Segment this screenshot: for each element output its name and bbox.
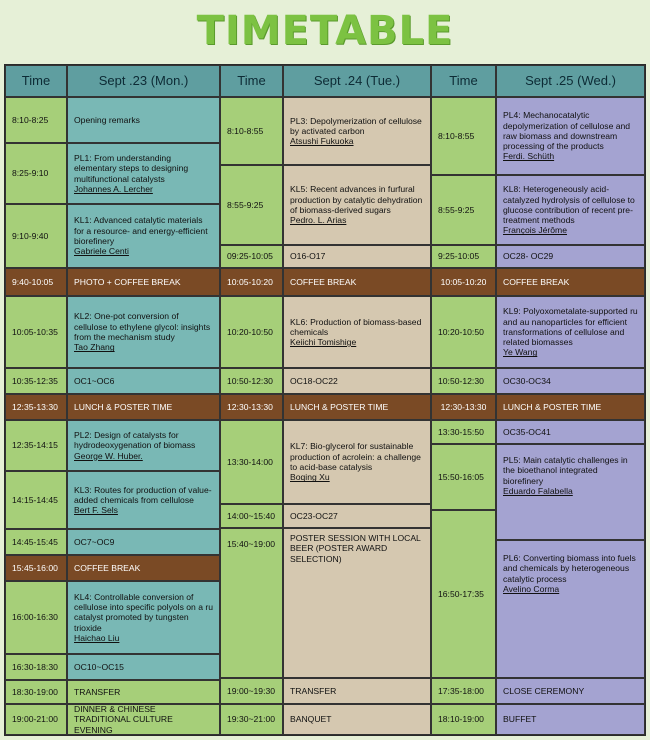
wed-time-3: 10:05-10:20	[431, 268, 496, 296]
mon-time-3: 9:40-10:05	[5, 268, 67, 296]
mon-event-0-title: Opening remarks	[74, 114, 140, 125]
header-time-mon: Time	[5, 65, 67, 97]
tue-time-8: 14:00~15:40	[220, 504, 283, 528]
mon-event-8	[67, 471, 220, 529]
wed-event-9-speaker: Avelino Corma	[503, 583, 560, 594]
wed-event-9	[496, 540, 645, 678]
wed-event-2-title: OC28- OC29	[503, 251, 554, 262]
wed-time-10: 17:35-18:00	[431, 678, 496, 704]
tue-time-3: 10:05-10:20	[220, 268, 283, 296]
mon-break-photo-coffee: PHOTO + COFFEE BREAK	[67, 268, 220, 296]
wed-event-5	[496, 368, 645, 394]
mon-event-8-speaker: Bert F. Sels	[74, 505, 118, 516]
tue-break-coffee: COFFEE BREAK	[283, 268, 431, 296]
tue-event-7-speaker: Boqing Xu	[290, 472, 330, 483]
page-title: TIMETABLE	[196, 8, 454, 54]
tue-time-1: 8:55-9:25	[220, 165, 283, 245]
wed-time-0: 8:10-8:55	[431, 97, 496, 175]
wed-time-2: 9:25-10:05	[431, 245, 496, 268]
mon-time-0: 8:10-8:25	[5, 97, 67, 143]
mon-event-4-title: KL2: One-pot conversion of cellulose to ethylene glycol: insights from the mechanism study	[74, 311, 211, 342]
mon-event-2-title: KL1: Advanced catalytic materials for a resource- and energy-efficient biorefinery	[74, 215, 208, 246]
tue-event-8	[283, 504, 431, 528]
wed-event-1-speaker: François Jérôme	[503, 225, 567, 236]
mon-time-1: 8:25-9:10	[5, 143, 67, 204]
tue-event-4-title: KL6: Production of biomass-based chemicals	[290, 316, 422, 337]
tue-event-1-title: KL5: Recent advances in furfural production by catalytic dehydration of biomass-derived sugars	[290, 184, 423, 215]
tue-event-11	[283, 704, 431, 735]
mon-event-0	[67, 97, 220, 143]
wed-event-0	[496, 97, 645, 175]
wed-event-2	[496, 245, 645, 268]
tue-time-5: 10:50-12:30	[220, 368, 283, 394]
tue-event-10-title: TRANSFER	[290, 685, 337, 696]
mon-event-12-title: OC10~OC15	[74, 661, 124, 672]
mon-event-1-speaker: Johannes A. Lercher	[74, 183, 153, 194]
mon-event-2	[67, 204, 220, 268]
mon-time-10: 15:45-16:00	[5, 555, 67, 581]
mon-event-5	[67, 368, 220, 394]
tue-break-lunch: LUNCH & POSTER TIME	[283, 394, 431, 420]
tue-event-7	[283, 420, 431, 504]
wed-event-11-title: BUFFET	[503, 714, 537, 725]
wed-event-9-title: PL6: Converting biomass into fuels and chemicals by heterogeneous catalytic process	[503, 553, 636, 584]
wed-time-9: 16:50-17:35	[431, 510, 496, 678]
mon-event-9-title: OC7~OC9	[74, 536, 115, 547]
mon-time-5: 10:35-12:35	[5, 368, 67, 394]
tue-event-0-title: PL3: Depolymerization of cellulose by activated carbon	[290, 115, 422, 136]
wed-time-5: 10:50-12:30	[431, 368, 496, 394]
mon-time-2: 9:10-9:40	[5, 204, 67, 268]
wed-event-0-speaker: Ferdi. Schüth	[503, 151, 555, 162]
wed-event-1-title: KL8: Heterogeneously acid-catalyzed hydrolysis of cellulose to glucose contribution of recent pre-treatment methods	[503, 184, 635, 226]
wed-event-8-title: PL5: Main catalytic challenges in the bioethanol integrated biorefinery	[503, 455, 628, 486]
mon-break-coffee: COFFEE BREAK	[67, 555, 220, 581]
tue-time-6: 12:30-13:30	[220, 394, 283, 420]
mon-event-7-speaker: George W. Huber.	[74, 450, 143, 461]
mon-time-9: 14:45-15:45	[5, 529, 67, 555]
tue-event-5	[283, 368, 431, 394]
mon-event-5-title: OC1~OC6	[74, 375, 115, 386]
mon-time-6: 12:35-13:30	[5, 394, 67, 420]
tue-event-0	[283, 97, 431, 165]
wed-event-4-title: KL9: Polyoxometalate-supported ru and au nanoparticles for efficient transformations of cellulose and related biomasses	[503, 306, 638, 348]
wed-event-4-speaker: Ye Wang	[503, 347, 538, 358]
tue-event-9	[283, 528, 431, 678]
wed-time-1: 8:55-9:25	[431, 175, 496, 245]
wed-time-7: 13:30-15:50	[431, 420, 496, 444]
tue-time-11: 19:30~21:00	[220, 704, 283, 735]
wed-event-10	[496, 678, 645, 704]
tue-time-9: 15:40~19:00	[220, 528, 283, 678]
mon-time-11: 16:00-16:30	[5, 581, 67, 654]
tue-event-7-title: KL7: Bio-glycerol for sustainable production of acrolein: a challenge to acid-base catalysis	[290, 441, 421, 472]
mon-time-7: 12:35-14:15	[5, 420, 67, 471]
tue-event-5-title: OC18-OC22	[290, 375, 338, 386]
tue-event-2	[283, 245, 431, 268]
header-time-tue: Time	[220, 65, 283, 97]
tue-event-8-title: OC23-OC27	[290, 510, 338, 521]
wed-break-coffee: COFFEE BREAK	[496, 268, 645, 296]
wed-time-4: 10:20-10:50	[431, 296, 496, 368]
mon-event-11	[67, 581, 220, 654]
tue-event-9-title: POSTER SESSION WITH LOCAL BEER (POSTER AWARD SELECTION)	[290, 533, 421, 564]
mon-event-11-speaker: Haichao Liu	[74, 632, 120, 643]
mon-event-14	[67, 704, 220, 735]
mon-time-4: 10:05-10:35	[5, 296, 67, 368]
wed-event-10-title: CLOSE CEREMONY	[503, 685, 585, 696]
mon-event-2-speaker: Gabriele Centi	[74, 246, 129, 257]
mon-time-14: 19:00-21:00	[5, 704, 67, 735]
tue-event-4-speaker: Keiichi Tomishige	[290, 337, 357, 348]
mon-break-lunch: LUNCH & POSTER TIME	[67, 394, 220, 420]
tue-event-1	[283, 165, 431, 245]
wed-event-1	[496, 175, 645, 245]
wed-event-8	[496, 444, 645, 540]
mon-event-1-title: PL1: From understanding elementary steps to designing multifunctional catalysts	[74, 152, 189, 184]
wed-event-0-title: PL4: Mechanocatalytic depolymerization of cellulose and raw biomass and downstream processing of the products	[503, 110, 631, 152]
wed-event-8-speaker: Eduardo Falabella	[503, 485, 573, 496]
tue-event-10	[283, 678, 431, 704]
mon-event-12	[67, 654, 220, 680]
mon-event-13-title: TRANSFER	[74, 686, 121, 697]
mon-time-13: 18:30-19:00	[5, 680, 67, 704]
wed-event-5-title: OC30-OC34	[503, 375, 551, 386]
wed-time-11: 18:10-19:00	[431, 704, 496, 735]
mon-event-13	[67, 680, 220, 704]
tue-time-0: 8:10-8:55	[220, 97, 283, 165]
mon-event-7-title: PL2: Design of catalysts for hydrodeoxygenation of biomass	[74, 430, 196, 451]
mon-event-9	[67, 529, 220, 555]
tue-time-7: 13:30-14:00	[220, 420, 283, 504]
wed-time-8: 15:50-16:05	[431, 444, 496, 510]
wed-event-4	[496, 296, 645, 368]
mon-time-12: 16:30-18:30	[5, 654, 67, 680]
mon-event-4-speaker: Tao Zhang	[74, 342, 115, 353]
tue-event-2-title: O16-O17	[290, 251, 326, 262]
wed-event-7	[496, 420, 645, 444]
wed-event-11	[496, 704, 645, 735]
mon-event-8-title: KL3: Routes for production of value-added chemicals from cellulose	[74, 484, 212, 505]
mon-event-11-title: KL4: Controllable conversion of cellulose into specific polyols on a ru catalyst promoted by tungsten trioxide	[74, 591, 214, 633]
header-tue: Sept .24 (Tue.)	[283, 65, 431, 97]
wed-break-lunch: LUNCH & POSTER TIME	[496, 394, 645, 420]
header-wed: Sept .25 (Wed.)	[496, 65, 645, 97]
tue-time-4: 10:20-10:50	[220, 296, 283, 368]
wed-event-7-title: OC35-OC41	[503, 426, 551, 437]
header-time-wed: Time	[431, 65, 496, 97]
tue-time-10: 19:00~19:30	[220, 678, 283, 704]
tue-event-1-speaker: Pedro. L. Arias	[290, 215, 347, 226]
mon-event-7	[67, 420, 220, 471]
tue-event-11-title: BANQUET	[290, 714, 332, 725]
mon-event-4	[67, 296, 220, 368]
mon-event-1	[67, 143, 220, 204]
header-mon: Sept .23 (Mon.)	[67, 65, 220, 97]
mon-event-14-title: DINNER & CHINESE TRADITIONAL CULTURE EVENING	[74, 704, 173, 735]
tue-time-2: 09:25-10:05	[220, 245, 283, 268]
tue-event-0-speaker: Atsushi Fukuoka	[290, 136, 354, 147]
tue-event-4	[283, 296, 431, 368]
wed-time-6: 12:30-13:30	[431, 394, 496, 420]
mon-time-8: 14:15-14:45	[5, 471, 67, 529]
